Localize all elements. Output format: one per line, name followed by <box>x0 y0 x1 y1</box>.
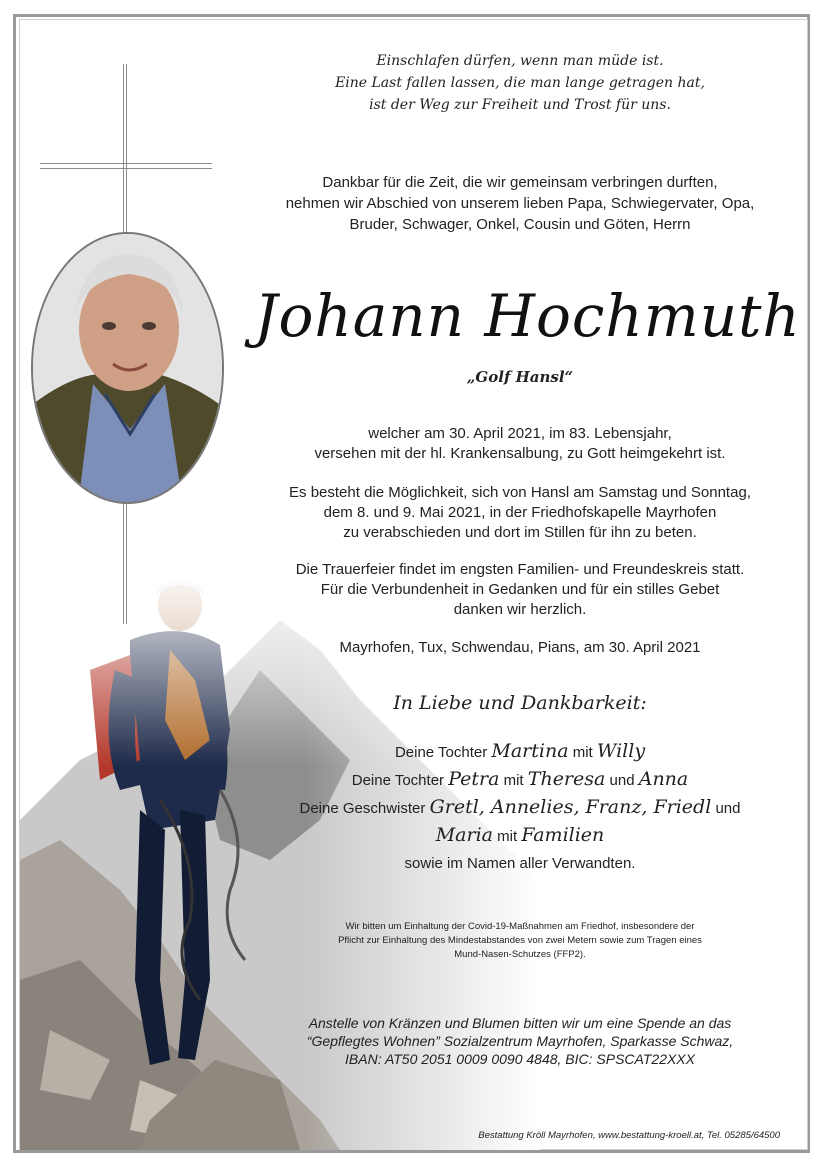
connector: mit <box>568 744 597 761</box>
covid-line: Mund-Nasen-Schutzes (FFP2). <box>454 949 586 960</box>
donation-line: “Gepflegtes Wohnen” Sozialzentrum Mayrhofen, Sparkasse Schwaz, <box>306 1033 734 1049</box>
motto-line: Eine Last fallen lassen, die man lange getragen hat, <box>335 75 705 91</box>
family-line <box>250 766 790 794</box>
family-name: Petra <box>448 768 500 790</box>
funeral-home-footer: Bestattung Kröll Mayrhofen, www.bestattung-kroell.at, Tel. 05285/64500 <box>478 1130 780 1141</box>
intro-line: Bruder, Schwager, Onkel, Cousin und Göten, Herrn <box>349 216 691 233</box>
death-line: versehen mit der hl. Krankensalbung, zu Gott heimgekehrt ist. <box>314 445 726 462</box>
place-date: Mayrhofen, Tux, Schwendau, Pians, am 30. April 2021 <box>339 639 701 656</box>
family-line <box>250 794 790 822</box>
family-name: Familien <box>521 824 605 846</box>
connector: mit <box>492 828 522 845</box>
covid-line: Wir bitten um Einhaltung der Covid-19-Maßnahmen am Friedhof, insbesondere der <box>345 921 695 932</box>
viewing-line: zu verabschieden und dort im Stillen für ihn zu beten. <box>343 524 697 541</box>
family-line <box>250 738 790 766</box>
motto-line: ist der Weg zur Freiheit und Trost für uns. <box>369 97 671 113</box>
intro-text <box>250 172 790 235</box>
relation: Deine Tochter <box>351 772 449 789</box>
death-line: welcher am 30. April 2021, im 83. Lebensjahr, <box>368 425 672 442</box>
connector: und <box>605 772 639 789</box>
motto-line: Einschlafen dürfen, wenn man müde ist. <box>376 53 664 69</box>
connector: mit <box>499 772 528 789</box>
viewing-line: Es besteht die Möglichkeit, sich von Hansl am Samstag und Sonntag, <box>289 484 751 501</box>
family-list <box>250 738 790 877</box>
relation: Deine Tochter <box>394 744 492 761</box>
viewing-line: dem 8. und 9. Mai 2021, in der Friedhofskapelle Mayrhofen <box>323 504 717 521</box>
motto-verse <box>250 50 790 116</box>
covid-line: Pflicht zur Einhaltung des Mindestabstandes von zwei Metern sowie zum Tragen eines <box>338 935 702 946</box>
portrait-illustration <box>33 234 224 504</box>
ceremony-line: danken wir herzlich. <box>453 601 587 618</box>
donation-line: IBAN: AT50 2051 0009 0090 4848, BIC: SPSCAT22XXX <box>345 1051 695 1067</box>
ceremony-line: Die Trauerfeier findet im engsten Familien- und Freundeskreis statt. <box>295 561 745 578</box>
nickname: „Golf Hansl“ <box>466 368 574 386</box>
ceremony-line: Für die Verbundenheit in Gedanken und für ein stilles Gebet <box>320 581 720 598</box>
love-heading: In Liebe und Dankbarkeit: <box>393 692 647 714</box>
family-name: Maria <box>435 824 493 846</box>
family-name: Theresa <box>527 768 606 790</box>
intro-line: Dankbar für die Zeit, die wir gemeinsam verbringen durften, <box>322 174 718 191</box>
death-notice <box>250 424 790 464</box>
donation-line: Anstelle von Kränzen und Blumen bitten wir um eine Spende an das <box>308 1015 732 1031</box>
family-line: sowie im Namen aller Verwandten. <box>404 855 636 872</box>
family-line <box>250 822 790 850</box>
family-name: Gretl, Annelies, Franz, Friedl <box>429 796 712 818</box>
deceased-name: Johann Hochmuth <box>254 282 801 350</box>
viewing-notice <box>250 483 790 543</box>
portrait-photo <box>31 232 224 504</box>
intro-line: nehmen wir Abschied von unserem lieben Papa, Schwiegervater, Opa, <box>285 195 755 212</box>
connector: und <box>711 800 741 817</box>
cross-horizontal <box>40 163 212 169</box>
ceremony-notice <box>250 560 790 620</box>
relation: Deine Geschwister <box>299 800 430 817</box>
covid-notice <box>250 920 790 962</box>
donation-notice <box>250 1014 790 1068</box>
family-name: Martina <box>491 740 569 762</box>
family-name: Anna <box>638 768 689 790</box>
family-name: Willy <box>596 740 646 762</box>
